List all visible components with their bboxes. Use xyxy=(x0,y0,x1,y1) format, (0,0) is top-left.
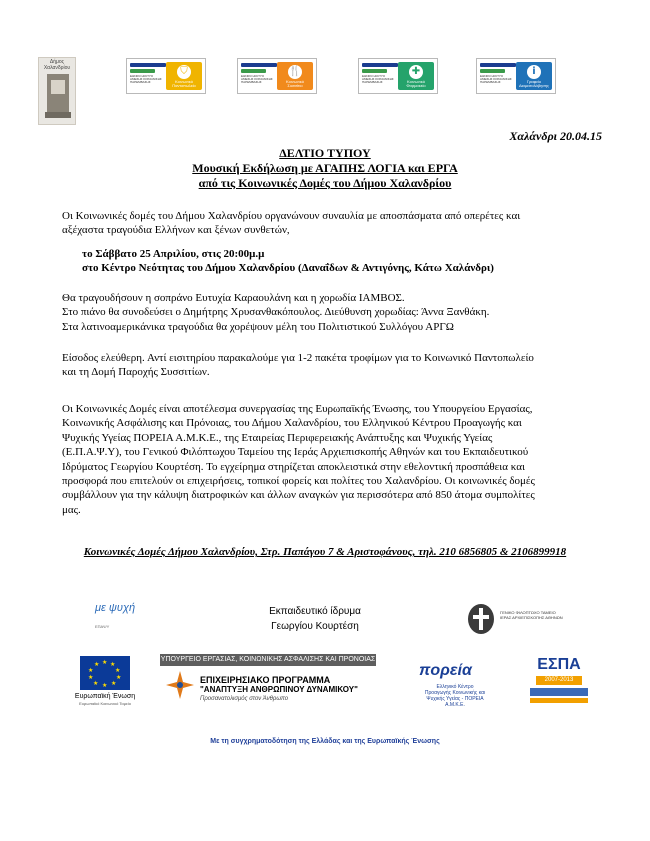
event-time: το Σάββατο 25 Απριλίου, στις 20:00μ.μ xyxy=(82,248,265,260)
pharmacy-cross-icon: ✚ xyxy=(409,65,423,79)
eu-flag-icon: ★ ★ ★ ★ ★ ★ ★ ★ ★ ★ xyxy=(80,656,130,690)
poreia-logo: πορεία Ελληνικό Κέντρο Προαγωγής Κοινωνικής και Ψυχικής Υγείας - ΠΟΡΕΙΑ Α.Μ.Κ.Ε. xyxy=(419,662,486,708)
eu-logo: ★ ★ ★ ★ ★ ★ ★ ★ ★ ★ Ευρωπαϊκή Ένωση Ευρωπαϊκό Κοινωνικό Ταμείο xyxy=(68,656,142,704)
organizer-subtitle: από τις Κοινωνικές Δομές του Δήμου Χαλανδρίου xyxy=(198,176,452,190)
epapsy-logo: με ψυχή ΕΠΑΨΥ xyxy=(95,602,136,629)
event-subtitle: Μουσική Εκδήλωση με ΑΓΑΠΗΣ ΛΟΓΙΑ και ΕΡΓΑ xyxy=(192,161,458,175)
kourtesis-foundation: Εκπαιδευτικό ίδρυμα Γεωργίου Κουρτέση xyxy=(269,606,361,632)
social-kitchen-logo: ΕΘΝΙΚΟ ΔΙΚΤΥΟ ΑΜΕΣΗΣ ΚΟΙΝΩΝΙΚΗΣ ΠΑΡΕΜΒΑΣΗΣ 🍴 Κοινωνικό Συσσίτιο xyxy=(237,58,317,94)
eagle-seal-icon xyxy=(466,602,496,636)
info-icon: i xyxy=(527,65,541,79)
social-pharmacy-logo: ΕΘΝΙΚΟ ΔΙΚΤΥΟ ΑΜΕΣΗΣ ΚΟΙΝΩΝΙΚΗΣ ΠΑΡΕΜΒΑΣΗΣ ✚ Κοινωνικό Φαρμακείο xyxy=(358,58,438,94)
municipality-logo xyxy=(38,57,76,125)
performers-paragraph: Θα τραγουδήσουν η σοπράνο Ευτυχία Καραουλάνη και η χορωδία ΙΑΜΒΟΣ. Στο πιάνο θα συνοδεύσει ο Δημήτρης Χρυσανθακόπουλος. Διεύθυνση χορωδίας: Άννα Ξανθάκη. Στα λατινοαμερικάνικα τραγούδια θα χορέψουν μέλη του Πολιτιστικού Συλλόγου ΑΡΓΩ xyxy=(62,292,490,333)
press-release-title: ΔΕΛΤΙΟ ΤΥΠΟΥ xyxy=(279,146,371,160)
cofunding-note: Με τη συγχρηματοδότηση της Ελλάδας και της Ευρωπαϊκής Ένωσης xyxy=(210,738,440,745)
mediation-office-logo: ΕΘΝΙΚΟ ΔΙΚΤΥΟ ΑΜΕΣΗΣ ΚΟΙΝΩΝΙΚΗΣ ΠΑΡΕΜΒΑΣΗΣ i Γραφείο Διαμεσολάβησης xyxy=(476,58,556,94)
event-venue: στο Κέντρο Νεότητας του Δήμου Χαλανδρίου (Δαναΐδων & Αντιγόνης, Κάτω Χαλάνδρι) xyxy=(82,262,494,275)
contact-line: Κοινωνικές Δομές Δήμου Χαλανδρίου, Στρ. Παπάγου 7 & Αριστοφάνους, τηλ. 210 6856805 & 2106899918 xyxy=(83,546,567,558)
entry-paragraph: Είσοδος ελεύθερη. Αντί εισιτηρίου παρακαλούμε για 1-2 πακέτα τροφίμων για το Κοινωνικό Παντοπωλείο και τη Δομή Παροχής Συσσιτίων. xyxy=(62,352,534,379)
cutlery-icon: 🍴 xyxy=(288,66,302,77)
municipality-caption: Δήμος Χαλανδρίου xyxy=(43,59,71,71)
intro-paragraph: Οι Κοινωνικές δομές του Δήμου Χαλανδρίου οργανώνουν συναυλία με αποσπάσματα από οπερέτες και αξέχαστα τραγούδια Ελλήνων και ξένων συνθετών, xyxy=(62,210,521,237)
event-details xyxy=(82,247,610,276)
document-date: Χαλάνδρι 20.04.15 xyxy=(509,129,602,143)
social-grocery-logo: ΕΘΝΙΚΟ ΔΙΚΤΥΟ ΑΜΕΣΗΣ ΚΟΙΝΩΝΙΚΗΣ ΠΑΡΕΜΒΑΣΗΣ ⛉ Κοινωνικό Παντοπωλείο xyxy=(126,58,206,94)
municipality-emblem-icon xyxy=(43,68,73,122)
archdiocese-fund-logo: ΓΕΝΙΚΟ ΦΙΛΟΠΤΩΧΟ ΤΑΜΕΙΟ ΙΕΡΑΣ ΑΡΧΙΕΠΙΣΚΟΠΗΣ ΑΘΗΝΩΝ xyxy=(466,602,586,638)
about-paragraph: Οι Κοινωνικές Δομές είναι αποτέλεσμα συνεργασίας της Ευρωπαϊκής Ένωσης, του Υπουργείου Εργασίας, Κοινωνικής Ασφάλισης και Πρόνοιας, του Δήμου Χαλανδρίου, του Ελληνικού Κέντρου Προαγωγής και Ψυχικής Υγείας ΠΟΡΕΙΑ Α.Μ.Κ.Ε., της Εταιρείας Περιφερειακής Ανάπτυξης και Ψυχικής Υγείας (Ε.Π.Α.Ψ.Υ), του Γενικού Φιλόπτωχου Ταμείου της Ιεράς Αρχιεπισκοπής Αθηνών και του Εκπαιδευτικού Ιδρύματος Γεωργίου Κουρτέση. Το εγχείρημα στηρίζεται αποκλειστικά στην εθελοντική προσπάθεια και προσφορά που επιτελούν οι επιχειρήσεις, τοπικοί φορείς και πολίτες του Χαλανδρίου. Οι κοινωνικές δομές συμβάλλουν για την κάλυψη διατροφικών και άλλων αναγκών για περισσότερα από 850 άτομα συμπολίτες μας. xyxy=(62,403,535,516)
operational-programme-logo: ΥΠΟΥΡΓΕΙΟ ΕΡΓΑΣΙΑΣ, ΚΟΙΝΩΝΙΚΗΣ ΑΣΦΑΛΙΣΗΣ ΚΑΙ ΠΡΟΝΟΙΑΣ ΕΠΙΧΕΙΡΗΣΙΑΚΟ ΠΡΟΓΡΑΜΜΑ "ΑΝΑΠΤΥΞΗ ΑΝΘΡΩΠΙΝΟΥ ΔΥΝΑΜΙΚΟΥ" Προσανατολισμός στον Άνθρωπο xyxy=(160,656,376,702)
shopping-bag-icon: ⛉ xyxy=(177,65,191,79)
compass-star-icon xyxy=(166,671,194,699)
espa-logo: ΕΣΠΑ 2007-2013 xyxy=(528,656,590,706)
